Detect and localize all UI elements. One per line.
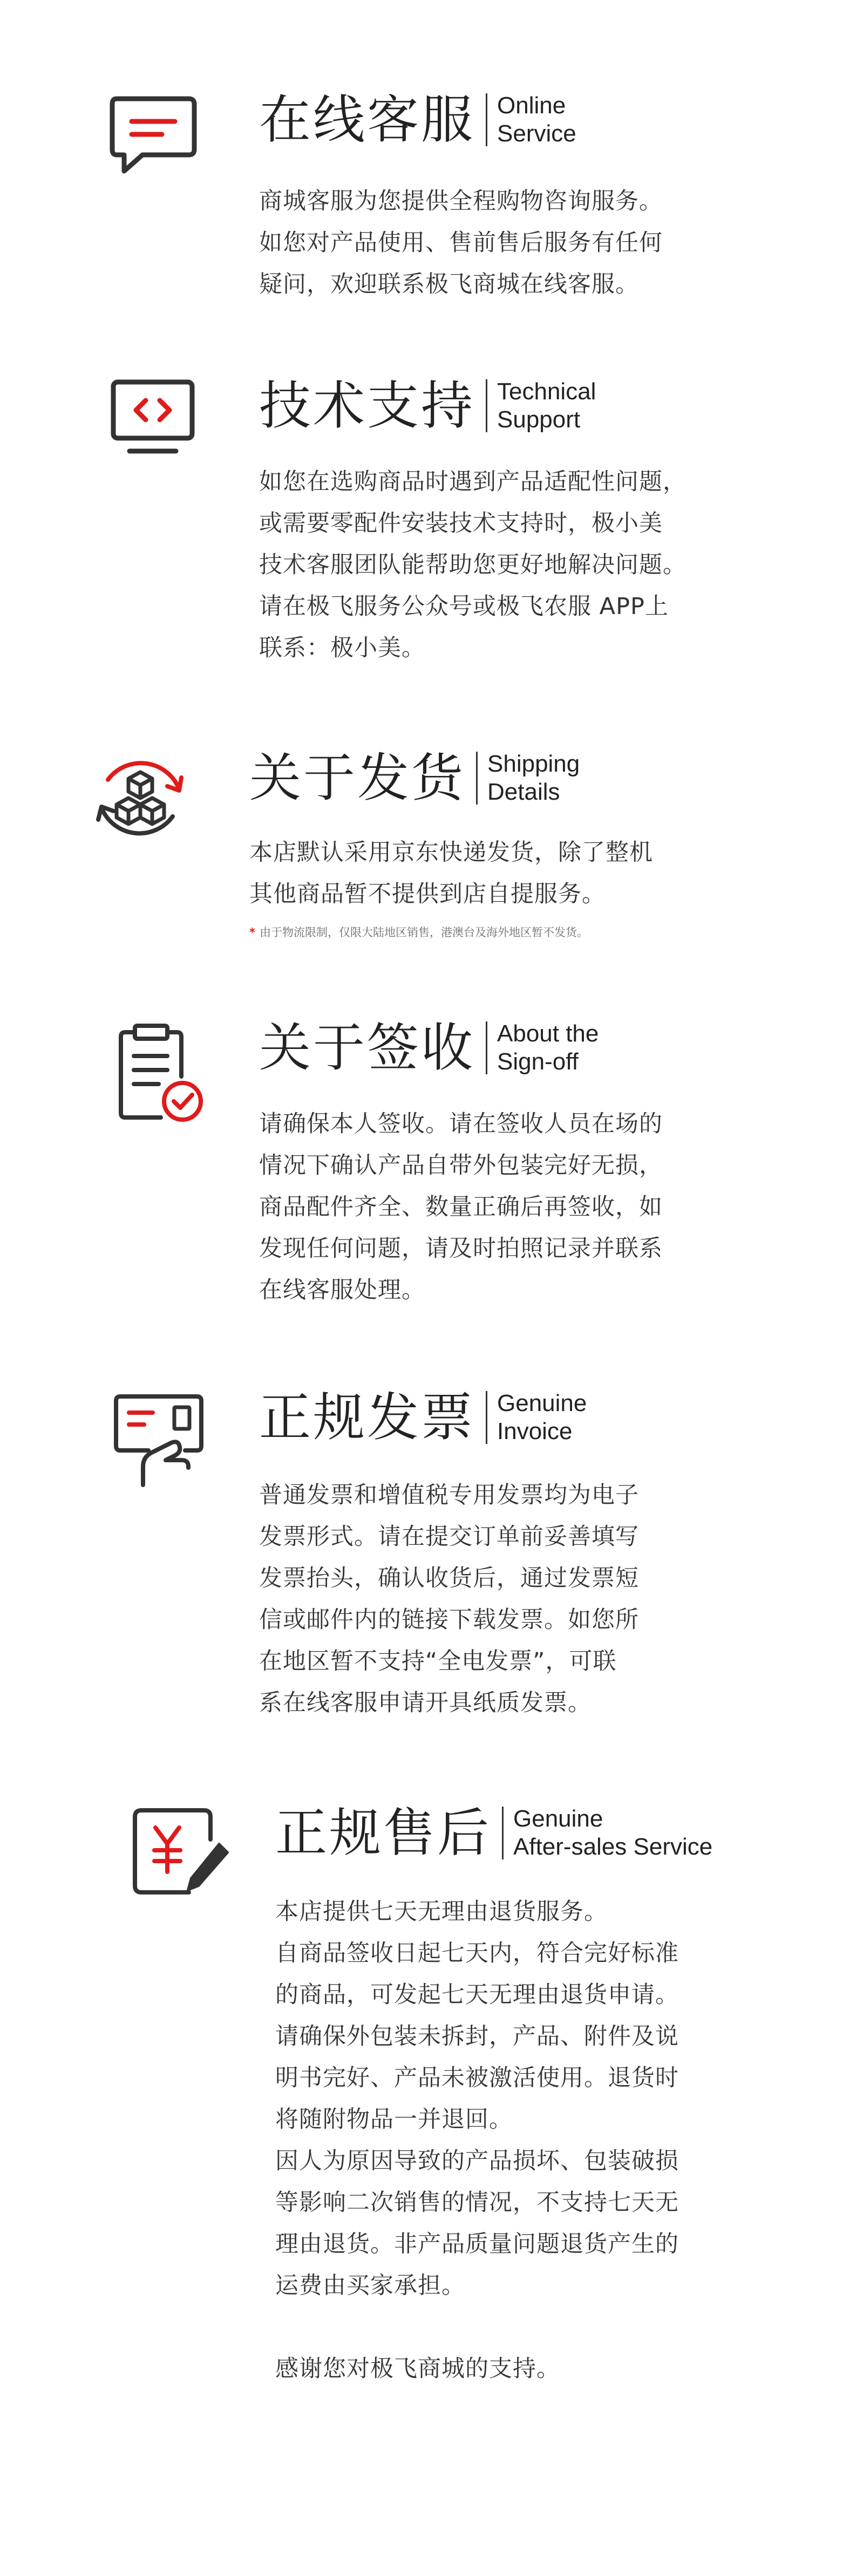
body-line: 请确保本人签收。请在签收人员在场的 [259,1110,663,1137]
title-en-line-2: Support [497,406,581,433]
section-body [275,1891,679,2390]
title-divider [502,1807,504,1859]
section-body [259,1475,639,1724]
body-line: 发票形式。请在提交订单前妥善填写 [259,1523,639,1550]
title-en-line-2: After-sales Service [513,1834,713,1860]
section-title-zh: 关于发货 [249,748,465,808]
section-title-en [487,750,580,806]
body-line: 理由退货。非产品质量问题退货产生的 [275,2231,679,2258]
body-line: 疑问，欢迎联系极飞商城在线客服。 [259,271,639,298]
section-body [249,832,653,915]
section-title-zh: 在线客服 [259,90,475,150]
body-line: 将随附物品一并退回。 [275,2106,513,2133]
title-en-line-1: Shipping [487,751,580,777]
body-line: 技术客服团队能帮助您更好地解决问题。 [259,551,686,578]
title-en-line-1: Genuine [497,1390,587,1416]
title-en-line-1: About the [497,1020,599,1047]
clipboard-check-icon [113,1023,210,1125]
section-body [259,461,686,669]
body-line: 信或邮件内的链接下载发票。如您所 [259,1606,639,1633]
title-divider [486,379,487,432]
yuan-document-pen-icon [130,1805,232,1902]
section-body [259,1103,663,1311]
body-line: 发票抬头，确认收货后，通过发票短 [259,1565,639,1592]
section-title-en [497,1020,599,1076]
section-title-en [497,92,576,148]
title-en-line-2: Invoice [497,1418,573,1444]
title-en-line-2: Details [487,779,560,805]
body-line: 因人为原因导致的产品损坏、包装破损 [275,2148,679,2175]
title-divider [486,1391,487,1444]
body-line: 商城客服为您提供全程购物咨询服务。 [259,188,663,215]
shipping-note [249,924,588,940]
section-body [259,181,663,305]
body-line: 其他商品暂不提供到店自提服务。 [249,881,606,908]
body-line: 等影响二次销售的情况，不支持七天无 [275,2189,679,2216]
body-line: 系在线客服申请开具纸质发票。 [259,1689,592,1716]
boxes-cycle-icon [86,747,194,850]
section-title-zh: 正规发票 [259,1387,475,1448]
body-line: 本店提供七天无理由退货服务。 [275,1898,608,1925]
section-title-en [497,378,596,434]
body-line: 请确保外包装未拆封，产品、附件及说 [275,2023,679,2050]
body-line: 在地区暂不支持“全电发票”，可联 [259,1648,617,1675]
body-line: 情况下确认产品自带外包装完好无损， [259,1152,663,1179]
section-title-zh: 技术支持 [259,376,475,436]
section-title-en [513,1805,712,1861]
title-en-line-1: Genuine [513,1805,603,1832]
body-line: 商品配件齐全、数量正确后再签收，如 [259,1194,663,1221]
body-line: 本店默认采用京东快递发货，除了整机 [249,839,653,866]
title-en-line-1: Technical [497,378,596,405]
body-line: 运费由买家承担。 [275,2272,465,2299]
body-line: 自商品签收日起七天内，符合完好标准 [275,1940,679,1967]
invoice-hand-icon [111,1392,213,1489]
body-line: 的商品，可发起七天无理由退货申请。 [275,1981,679,2008]
title-divider [486,1021,487,1074]
title-en-line-1: Online [497,92,566,119]
body-line: 普通发票和增值税专用发票均为电子 [259,1482,639,1509]
body-line: 如您对产品使用、售前售后服务有任何 [259,229,663,256]
body-line: 如您在选购商品时遇到产品适配性问题， [259,468,686,495]
body-line: 发现任何问题，请及时拍照记录并联系 [259,1235,663,1262]
body-line-blank [275,2307,679,2348]
note-asterisk: * [249,926,255,939]
section-title-en [497,1389,587,1446]
thanks-line: 感谢您对极飞商城的支持。 [275,2355,560,2382]
section-title-zh: 正规售后 [275,1803,491,1863]
monitor-code-icon [108,378,200,459]
title-divider [476,752,478,805]
body-line: 在线客服处理。 [259,1277,425,1304]
title-divider [486,93,487,146]
title-en-line-2: Sign-off [497,1048,579,1075]
chat-bubble-icon [108,94,200,175]
body-line: 明书完好、产品未被激活使用。退货时 [275,2064,679,2091]
body-line: 联系：极小美。 [259,635,425,662]
note-text: 由于物流限制，仅限大陆地区销售，港澳台及海外地区暂不发货。 [259,926,588,939]
title-en-line-2: Service [497,120,576,147]
section-title-zh: 关于签收 [259,1018,475,1078]
body-line: 或需要零配件安装技术支持时，极小美 [259,510,663,537]
body-line: 请在极飞服务公众号或极飞农服 APP上 [259,593,669,620]
